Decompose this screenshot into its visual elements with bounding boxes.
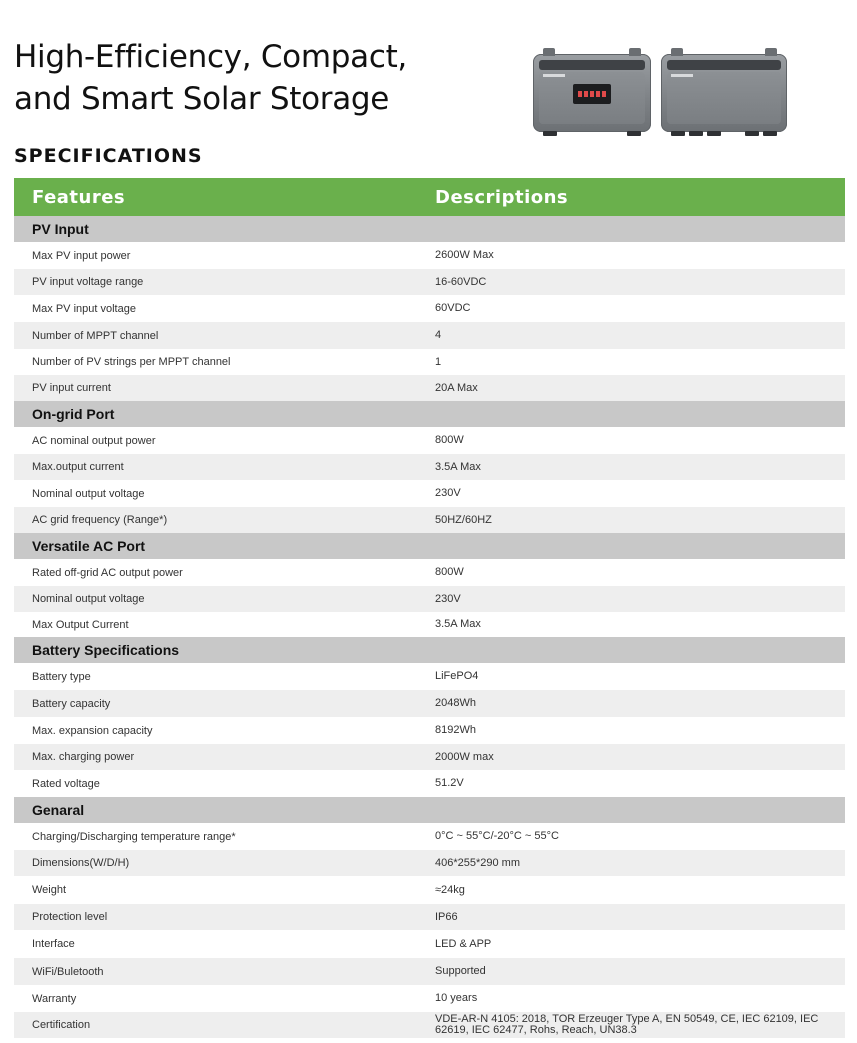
feature-cell: Battery capacity [32, 697, 111, 710]
feature-cell: PV input current [32, 382, 111, 394]
table-header-row [14, 178, 845, 216]
headline-line-1: High-Efficiency, Compact, [14, 39, 407, 75]
table-row [14, 823, 845, 850]
feature-cell: Battery type [32, 670, 91, 683]
table-row [14, 269, 845, 295]
brand-logo-icon [543, 74, 565, 77]
description-cell: 2600W Max [435, 249, 494, 261]
description-cell: 3.5A Max [435, 460, 481, 473]
table-group-header [14, 533, 845, 559]
description-cell: ≈24kg [435, 883, 465, 896]
group-title: Genaral [32, 802, 85, 818]
table-row [14, 985, 845, 1012]
table-row [14, 559, 845, 586]
headline-line-2: and Smart Solar Storage [14, 81, 390, 117]
description-cell: 2048Wh [435, 697, 476, 709]
description-cell: 0°C ~ 55°C/-20°C ~ 55°C [435, 830, 559, 842]
description-cell: VDE-AR-N 4105: 2018, TOR Erzeuger Type A, EN 50549, CE, IEC 62109, IEC 62619, IEC 62477, Rohs, Reach, UN38.3 [435, 1013, 819, 1036]
feature-cell: Number of PV strings per MPPT channel [32, 356, 231, 368]
table-row [14, 349, 845, 375]
feature-cell: Nominal output voltage [32, 487, 145, 500]
table-row [14, 930, 845, 958]
group-title: On-grid Port [32, 406, 115, 422]
description-cell: 2000W max [435, 750, 494, 763]
description-cell: 10 years [435, 992, 478, 1004]
feature-cell: Certification [32, 1019, 91, 1031]
table-row [14, 322, 845, 349]
feature-cell: Max PV input power [32, 249, 131, 262]
feature-cell: Charging/Discharging temperature range* [32, 830, 236, 843]
feature-cell: Rated off-grid AC output power [32, 566, 183, 579]
feature-cell: Warranty [32, 992, 77, 1005]
table-row [14, 876, 845, 904]
specifications-table [14, 178, 845, 1038]
table-row [14, 958, 845, 985]
feature-cell: Weight [32, 884, 67, 896]
feature-cell: Max. charging power [32, 751, 135, 763]
feature-cell: PV input voltage range [32, 276, 144, 288]
feature-cell: Nominal output voltage [32, 593, 145, 605]
description-cell: 50HZ/60HZ [435, 513, 492, 526]
table-row [14, 295, 845, 322]
table-row [14, 1012, 845, 1038]
description-cell: 800W [435, 566, 464, 578]
feature-cell: Max.output current [32, 461, 124, 473]
description-cell: IP66 [435, 910, 458, 923]
specifications-label: SPECIFICATIONS [14, 145, 203, 167]
description-cell: LiFePO4 [435, 670, 479, 682]
features-column-header: Features [32, 186, 126, 208]
description-cell: 230V [435, 592, 461, 605]
table-row [14, 770, 845, 797]
table-row [14, 744, 845, 770]
display-screen-icon [573, 84, 611, 104]
feature-cell: AC nominal output power [32, 434, 156, 447]
description-cell: 230V [435, 487, 461, 499]
table-row [14, 717, 845, 744]
description-cell: Supported [435, 965, 486, 977]
table-row [14, 480, 845, 507]
table-row [14, 612, 845, 637]
brand-logo-icon [671, 74, 693, 77]
feature-cell: Max Output Current [32, 618, 129, 631]
product-image-main-unit [533, 54, 651, 132]
feature-cell: Max. expansion capacity [32, 724, 153, 737]
feature-cell: Interface [32, 938, 75, 950]
feature-cell: Dimensions(W/D/H) [32, 857, 130, 869]
description-cell: 20A Max [435, 381, 478, 394]
description-cell: 8192Wh [435, 724, 476, 736]
product-image-battery-unit [661, 54, 787, 132]
feature-cell: Protection level [32, 911, 108, 923]
table-row [14, 375, 845, 401]
description-cell: 4 [435, 329, 442, 341]
feature-cell: AC grid frequency (Range*) [32, 514, 168, 526]
table-row [14, 663, 845, 690]
description-cell: 3.5A Max [435, 618, 481, 630]
description-cell: 1 [435, 355, 442, 368]
feature-cell: WiFi/Buletooth [32, 965, 104, 978]
table-row [14, 427, 845, 454]
description-cell: 60VDC [435, 302, 471, 314]
table-group-header [14, 216, 845, 242]
table-group-header [14, 637, 845, 663]
table-row [14, 904, 845, 930]
table-row [14, 850, 845, 876]
table-row [14, 454, 845, 480]
feature-cell: Number of MPPT channel [32, 329, 159, 342]
group-title: PV Input [32, 221, 89, 237]
table-row [14, 690, 845, 717]
table-row [14, 242, 845, 269]
description-cell: LED & APP [435, 937, 492, 950]
table-row [14, 507, 845, 533]
description-cell: 800W [435, 434, 464, 446]
table-group-header [14, 797, 845, 823]
group-title: Battery Specifications [32, 642, 180, 658]
feature-cell: Max PV input voltage [32, 302, 136, 315]
description-cell: 16-60VDC [435, 275, 487, 288]
feature-cell: Rated voltage [32, 777, 100, 790]
table-row [14, 586, 845, 612]
description-cell: 406*255*290 mm [435, 856, 521, 869]
descriptions-column-header: Descriptions [435, 186, 569, 208]
group-title: Versatile AC Port [32, 538, 146, 554]
table-group-header [14, 401, 845, 427]
description-cell: 51.2V [435, 777, 464, 789]
page-headline [14, 36, 514, 120]
